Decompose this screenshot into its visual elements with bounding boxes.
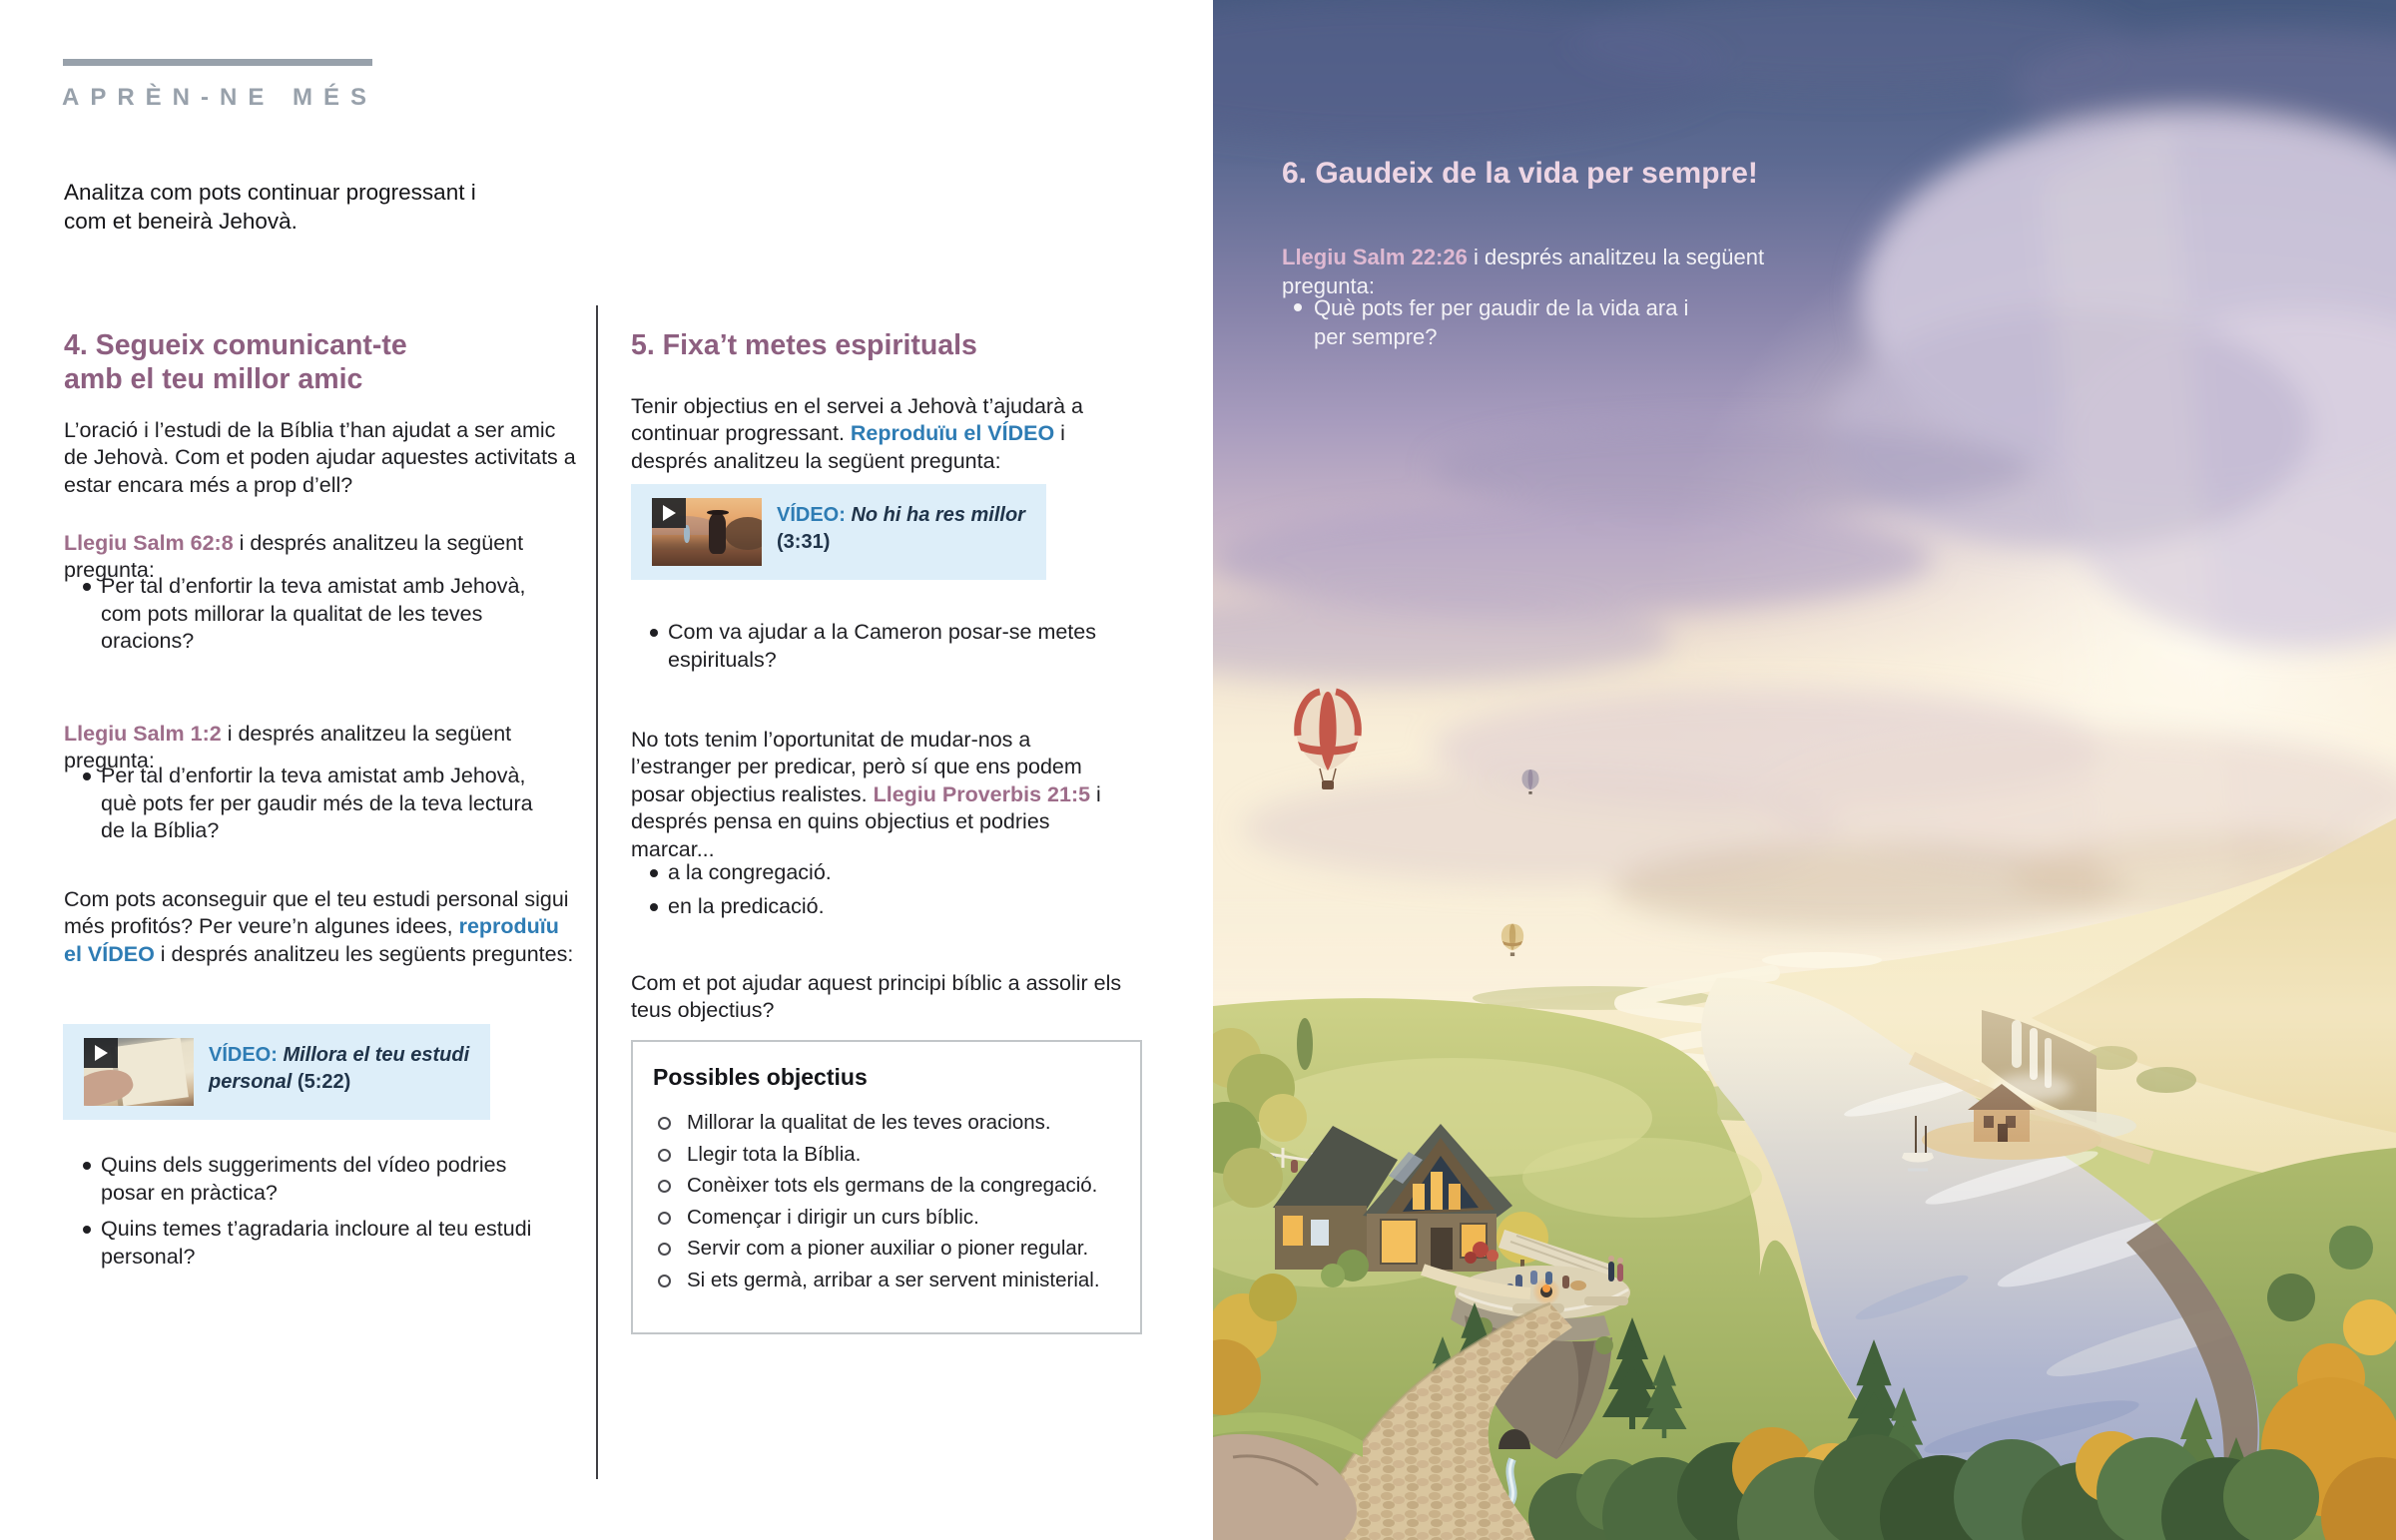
paragraph-text: i després analitzeu les següents preguntes: <box>154 941 574 966</box>
question-text: Què pots fer per gaudir de la vida ara i per sempre? <box>1314 295 1689 349</box>
video-caption <box>777 502 1048 555</box>
bullet-icon <box>83 583 91 591</box>
circle-bullet-icon <box>658 1117 671 1130</box>
paragraph-text: i després analitzeu la següent pregunta: <box>64 721 512 772</box>
illustration-page <box>1213 0 2396 1540</box>
scripture-link[interactable]: Llegiu Proverbis 21:5 <box>873 781 1091 806</box>
list-item <box>653 1170 1122 1202</box>
scripture-link[interactable]: Llegiu Salm 1:2 <box>64 721 222 746</box>
question-text: Quins dels suggeriments del vídeo podries posar en pràctica? <box>101 1153 507 1205</box>
section-6-heading: 6. Gaudeix de la vida per sempre! <box>1282 157 1758 190</box>
question-text: Per tal d’enfortir la teva amistat amb Jehovà, com pots millorar la qualitat de les teves oracions? <box>101 574 526 653</box>
paragraph: Com et pot ajudar aquest principi bíblic a assolir els teus objectius? <box>631 970 1122 1022</box>
goal-text: a la congregació. <box>668 860 832 884</box>
section-kicker: APRÈN-NE MÉS <box>62 84 378 111</box>
paragraph-text: i després analitzeu la següent pregunta: <box>1282 245 1765 298</box>
video-duration: (5:22) <box>297 1070 351 1093</box>
paragraph <box>631 393 1135 476</box>
video-thumbnail-walking-road[interactable] <box>652 498 762 566</box>
play-icon[interactable] <box>84 1038 118 1068</box>
question-bullet <box>64 1152 555 1207</box>
video-link[interactable]: reproduïu el VÍDEO <box>64 914 559 966</box>
question-bullet <box>64 1216 555 1271</box>
list-item <box>653 1202 1122 1234</box>
circle-bullet-icon <box>658 1180 671 1193</box>
video-box[interactable] <box>63 1024 490 1120</box>
bullet-icon <box>650 903 658 911</box>
list-item <box>653 1265 1122 1296</box>
video-caption <box>209 1042 480 1095</box>
circle-bullet-icon <box>658 1149 671 1162</box>
list-item-text: Servir com a pioner auxiliar o pioner regular. <box>687 1237 1089 1260</box>
video-title: Millora el teu estudi personal <box>209 1044 470 1093</box>
question-text: Quins temes t’agradaria incloure al teu estudi personal? <box>101 1217 532 1269</box>
landscape-illustration <box>1213 0 2396 1540</box>
bullet-icon <box>83 772 91 780</box>
bullet-icon <box>83 1162 91 1170</box>
video-link[interactable]: Reproduïu el VÍDEO <box>850 421 1055 445</box>
video-duration: (3:31) <box>777 530 831 553</box>
dog <box>1570 1281 1586 1290</box>
goal-bullet <box>631 859 1122 887</box>
paragraph-text: i després pensa en quins objectius et podries marcar... <box>631 781 1101 861</box>
paragraph-text: No tots tenim l’oportunitat de mudar-nos a l’estranger per predicar, però sí que ens podem posar objectius realistes. <box>631 727 1082 806</box>
question-bullet <box>631 619 1122 674</box>
tree-shape <box>725 517 762 550</box>
paragraph: L’oració i l’estudi de la Bíblia t’han ajudat a ser amic de Jehovà. Com et poden ajudar aquestes activitats a estar encara més a prop d’ell? <box>64 417 576 497</box>
paragraph-text: i després analitzeu la següent pregunta: <box>64 530 524 582</box>
kicker-bar <box>63 59 372 66</box>
circle-bullet-icon <box>658 1275 671 1287</box>
list-item-text: Millorar la qualitat de les teves oracions. <box>687 1111 1051 1134</box>
circle-bullet-icon <box>658 1243 671 1256</box>
question-text: Per tal d’enfortir la teva amistat amb Jehovà, què pots fer per gaudir més de la teva lectura de la Bíblia? <box>101 764 533 842</box>
bench <box>1584 1296 1628 1305</box>
video-box[interactable] <box>631 484 1046 580</box>
video-label: VÍDEO: <box>777 504 846 526</box>
play-icon[interactable] <box>652 498 686 528</box>
video-title: No hi ha res millor <box>851 504 1025 526</box>
video-label: VÍDEO: <box>209 1044 278 1066</box>
bullet-icon <box>83 1226 91 1234</box>
video-thumbnail-bible-study[interactable] <box>84 1038 194 1106</box>
question-text: Com va ajudar a la Cameron posar-se metes espirituals? <box>668 620 1096 672</box>
question-bullet <box>64 763 555 845</box>
walking-person <box>709 513 726 554</box>
paragraph <box>631 727 1130 864</box>
section-5-heading: 5. Fixa’t metes espirituals <box>631 328 977 361</box>
bullet-icon <box>650 629 658 637</box>
section-4-heading: 4. Segueix comunicant-te amb el teu millor amic <box>64 328 407 395</box>
list-item <box>653 1107 1122 1139</box>
book-page-shape <box>115 1038 189 1106</box>
circle-bullet-icon <box>658 1212 671 1225</box>
goal-text: en la predicació. <box>668 894 825 918</box>
scripture-link[interactable]: Llegiu Salm 22:26 <box>1282 245 1468 269</box>
possible-goals-box <box>631 1040 1142 1334</box>
intro-text: Analitza com pots continuar progressant i com et beneirà Jehovà. <box>64 179 476 234</box>
box-title: Possibles objectius <box>653 1064 868 1090</box>
column-divider <box>596 305 598 1479</box>
bullet-icon <box>650 869 658 877</box>
list-item-text: Començar i dirigir un curs bíblic. <box>687 1205 979 1229</box>
goal-bullet <box>631 893 1122 921</box>
list-item-text: Llegir tota la Bíblia. <box>687 1142 862 1166</box>
list-item-text: Si ets germà, arribar a ser servent ministerial. <box>687 1268 1100 1291</box>
paragraph <box>64 886 578 969</box>
list-item-text: Conèixer tots els germans de la congregació. <box>687 1174 1098 1197</box>
paragraph-text: Com pots aconseguir que el teu estudi personal sigui més profitós? Per veure’n algunes idees, <box>64 886 569 938</box>
list-item <box>653 1233 1122 1265</box>
paragraph-text: i després analitzeu la següent pregunta: <box>631 421 1065 473</box>
list-item <box>653 1139 1122 1171</box>
paragraph-text: Tenir objectius en el servei a Jehovà t’ajudarà a continuar progressant. <box>631 393 1083 445</box>
road-shape <box>652 550 762 566</box>
scripture-link[interactable]: Llegiu Salm 62:8 <box>64 530 234 555</box>
question-bullet <box>64 573 555 656</box>
hat-shape <box>707 510 729 515</box>
